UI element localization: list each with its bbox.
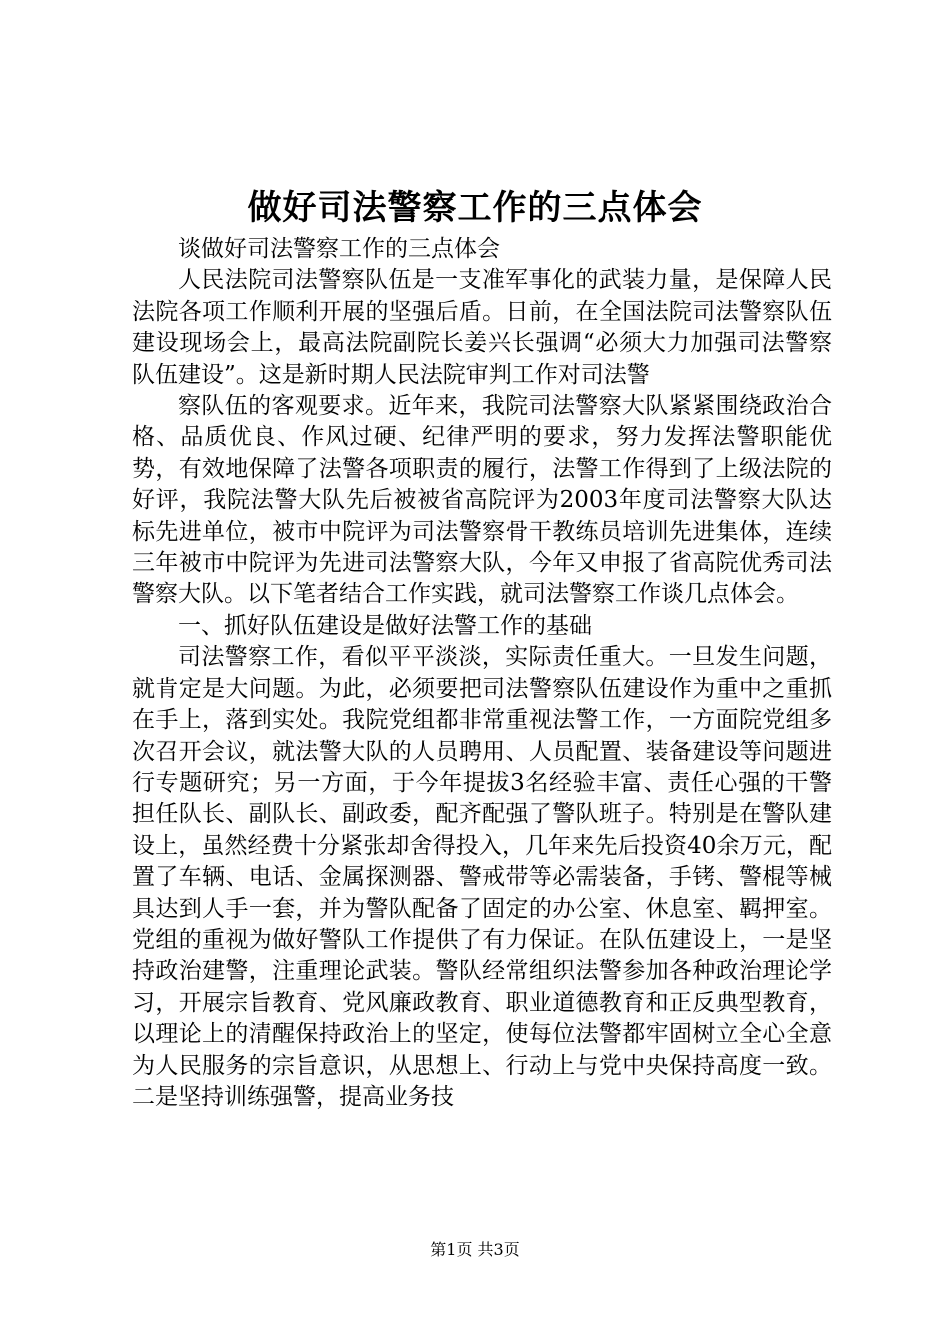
paragraph: 人民法院司法警察队伍是一支准军事化的武装力量，是保障人民法院各项工作顺利开展的坚强后盾。日前，在全国法院司法警察队伍建设现场会上，最高法院副院长姜兴长强调“必须大力加强司法警察队伍建设”。这是新时期人民法院审判工作对司法警 [132, 267, 832, 388]
paragraph: 司法警察工作，看似平平淡淡，实际责任重大。一旦发生问题，就肯定是大问题。为此，必须要把司法警察队伍建设作为重中之重抓在手上，落到实处。我院党组都非常重视法警工作，一方面院党组多次召开会议，就法警大队的人员聘用、人员配置、装备建设等问题进行专题研究；另一方面，于今年提拔3名经验丰富、责任心强的干警担任队长、副队长、副政委，配齐配强了警队班子。特别是在警队建设上，虽然经费十分紧张却舍得投入，几年来先后投资40余万元，配置了车辆、电话、金属探测器、警戒带等必需装备，手铐、警棍等械具达到人手一套，并为警队配备了固定的办公室、休息室、羁押室。党组的重视为做好警队工作提供了有力保证。在队伍建设上，一是坚持政治建警，注重理论武装。警队经常组织法警参加各种政治理论学习，开展宗旨教育、党风廉政教育、职业道德教育和正反典型教育，以理论上的清醒保持政治上的坚定，使每位法警都牢固树立全心全意为人民服务的宗旨意识，从思想上、行动上与党中央保持高度一致。二是坚持训练强警，提高业务技 [132, 644, 832, 1110]
page-number-footer: 第1页 共3页 [430, 1240, 520, 1259]
paragraph: 察队伍的客观要求。近年来，我院司法警察大队紧紧围绕政治合格、品质优良、作风过硬、纪律严明的要求，努力发挥法警职能优势，有效地保障了法警各项职责的履行，法警工作得到了上级法院的好评，我院法警大队先后被被省高院评为2003年度司法警察大队达标先进单位，被市中院评为司法警察骨干教练员培训先进集体，连续三年被市中院评为先进司法警察大队，今年又申报了省高院优秀司法警察大队。以下笔者结合工作实践，就司法警察工作谈几点体会。 [132, 393, 832, 608]
paragraph-subtitle: 谈做好司法警察工作的三点体会 [178, 236, 500, 262]
document-title: 做好司法警察工作的三点体会 [247, 188, 703, 228]
document-body [132, 234, 832, 1113]
section-heading: 一、抓好队伍建设是做好法警工作的基础 [178, 612, 592, 639]
